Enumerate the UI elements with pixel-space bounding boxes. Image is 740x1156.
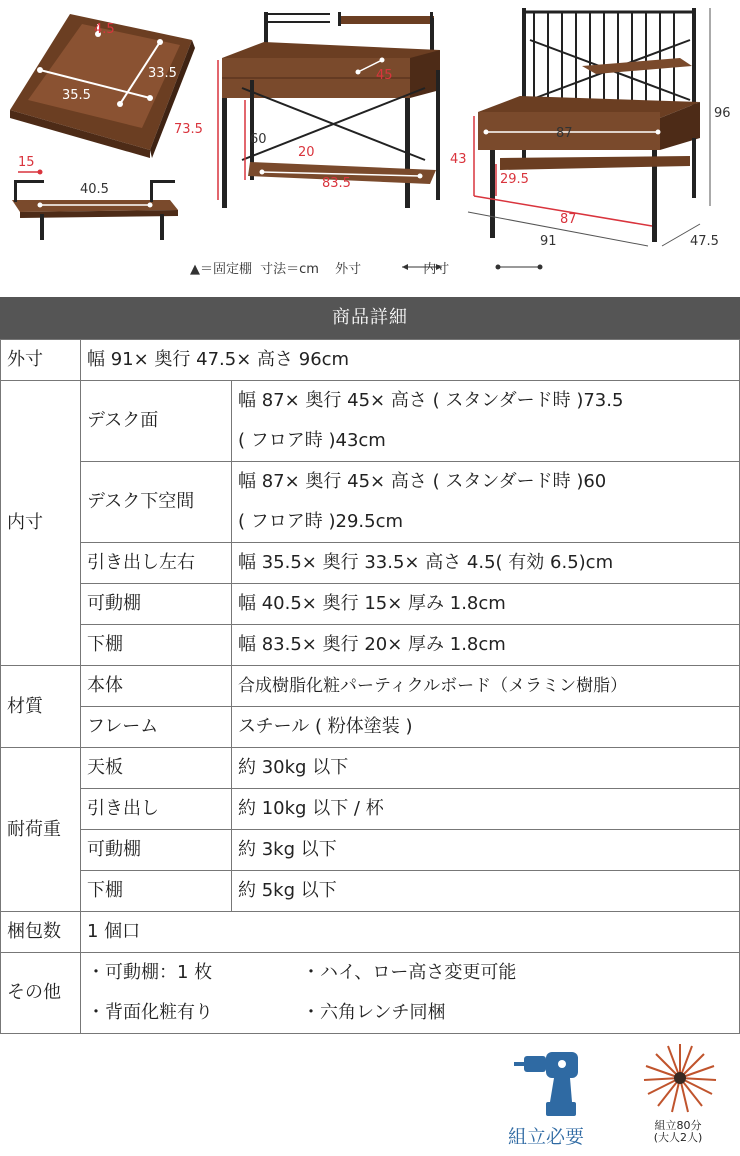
row-value: 幅 91× 奥行 47.5× 高さ 96cm <box>81 340 740 381</box>
table-row <box>1 625 740 666</box>
side-outer-width-label: 91 <box>540 234 557 249</box>
table-row <box>1 381 740 462</box>
dimension-diagram <box>0 0 740 290</box>
row-label: 内寸 <box>1 381 81 666</box>
row-value <box>232 462 740 543</box>
spec-title: 商品詳細 <box>0 297 740 339</box>
power-drill-icon <box>510 1048 600 1120</box>
table-row <box>1 340 740 381</box>
assembly-people: (大人2人) <box>653 1131 703 1144</box>
desk-side-illustration <box>468 8 710 246</box>
other-item: ・背面化粧有り <box>87 1002 213 1023</box>
diagram-legend <box>190 258 453 277</box>
assembly-time: 組立80分 <box>654 1119 702 1132</box>
desk-under-height-label: 60 <box>250 132 267 147</box>
row-value <box>81 953 740 1034</box>
row-sublabel: 天板 <box>81 748 232 789</box>
side-under-height-label: 29.5 <box>500 172 529 187</box>
side-height-label: 96 <box>714 106 731 121</box>
table-row <box>1 871 740 912</box>
table-row <box>1 748 740 789</box>
drawer-height-label: 4.5 <box>94 22 115 37</box>
shelf-depth-label: 15 <box>18 155 35 170</box>
table-row <box>1 462 740 543</box>
row-sublabel: デスク下空間 <box>81 462 232 543</box>
row-value: 幅 40.5× 奥行 15× 厚み 1.8cm <box>232 584 740 625</box>
row-value-line: ( フロア時 )29.5cm <box>238 511 403 532</box>
row-sublabel: フレーム <box>81 707 232 748</box>
row-sublabel: 可動棚 <box>81 830 232 871</box>
assembly-time-label <box>640 1120 716 1144</box>
row-value: 約 3kg 以下 <box>232 830 740 871</box>
row-sublabel: 引き出し <box>81 789 232 830</box>
other-item: ・六角レンチ同梱 <box>302 1002 446 1023</box>
row-label: その他 <box>1 953 81 1034</box>
other-item: ・可動棚：1 枚 <box>87 962 213 983</box>
table-row <box>1 707 740 748</box>
row-value: 約 10kg 以下 / 杯 <box>232 789 740 830</box>
row-value: 幅 35.5× 奥行 33.5× 高さ 4.5( 有効 6.5)cm <box>232 543 740 584</box>
legend-unit: 寸法＝cm <box>260 262 319 277</box>
side-desk-height-label: 43 <box>450 152 467 167</box>
drawer-depth-label: 33.5 <box>148 66 177 81</box>
row-label: 材質 <box>1 666 81 748</box>
row-label: 梱包数 <box>1 912 81 953</box>
row-sublabel: 本体 <box>81 666 232 707</box>
row-value-line: 幅 87× 奥行 45× 高さ ( スタンダード時 )60 <box>238 471 607 492</box>
row-value <box>232 381 740 462</box>
shelf-illustration <box>12 170 178 241</box>
row-sublabel: 下棚 <box>81 625 232 666</box>
side-inner-width-label: 87 <box>556 126 573 141</box>
other-item: ・ハイ、ロー高さ変更可能 <box>302 962 517 983</box>
assembly-required-label: 組立必要 <box>508 1126 585 1148</box>
drawer-width-label: 35.5 <box>62 88 91 103</box>
row-value: スチール ( 粉体塗装 ) <box>232 707 740 748</box>
row-value: 合成樹脂化粧パーティクルボード（メラミン樹脂） <box>232 666 740 707</box>
row-value: 1 個口 <box>81 912 740 953</box>
side-depth-label: 47.5 <box>690 234 719 249</box>
table-row <box>1 789 740 830</box>
side-desk-width-label: 87 <box>560 212 577 227</box>
legend-outer: 外寸 <box>335 262 362 277</box>
clock-burst-icon <box>640 1040 720 1118</box>
row-value: 約 30kg 以下 <box>232 748 740 789</box>
desk-shelf-width-label: 83.5 <box>322 176 351 191</box>
row-value-line: 幅 87× 奥行 45× 高さ ( スタンダード時 )73.5 <box>238 390 624 411</box>
desk-shelf-depth-label: 20 <box>298 145 315 160</box>
shelf-width-label: 40.5 <box>80 182 109 197</box>
row-value: 幅 83.5× 奥行 20× 厚み 1.8cm <box>232 625 740 666</box>
row-sublabel: 引き出し左右 <box>81 543 232 584</box>
spec-table <box>0 339 740 1034</box>
table-row <box>1 912 740 953</box>
row-label: 外寸 <box>1 340 81 381</box>
table-row <box>1 584 740 625</box>
legend-fixed-shelf: ▲＝固定棚 <box>190 262 252 277</box>
row-sublabel: 可動棚 <box>81 584 232 625</box>
desk-total-height-label: 73.5 <box>174 122 203 137</box>
table-row <box>1 543 740 584</box>
row-label: 耐荷重 <box>1 748 81 912</box>
table-row <box>1 830 740 871</box>
table-row <box>1 953 740 1034</box>
row-value: 約 5kg 以下 <box>232 871 740 912</box>
row-value-line: ( フロア時 )43cm <box>238 430 386 451</box>
desk-drawer-depth-label: 45 <box>376 68 393 83</box>
legend-inner: 内寸 <box>423 262 450 277</box>
table-row <box>1 666 740 707</box>
row-sublabel: 下棚 <box>81 871 232 912</box>
row-sublabel: デスク面 <box>81 381 232 462</box>
